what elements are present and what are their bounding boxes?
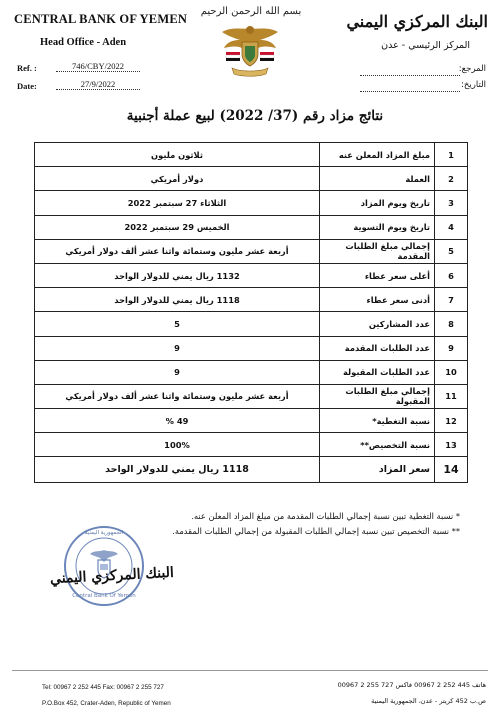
table-row — [35, 191, 468, 215]
yemen-emblem-icon — [218, 22, 282, 86]
head-office-en: Head Office - Aden — [40, 37, 127, 48]
row-label: أعلى سعر عطاء — [320, 263, 435, 287]
row-number: 7 — [435, 288, 468, 312]
row-value: 100% — [35, 433, 320, 457]
ref-label-ar: المرجع: — [458, 64, 486, 74]
row-label: تاريخ ويوم التسوية — [320, 215, 435, 239]
table-row — [35, 336, 468, 360]
date-line-ar — [360, 91, 460, 92]
footnote-coverage: * نسبة التغطية تبين نسبة إجمالي الطلبات المقدمة من مبلغ المزاد المعلن عنه. — [191, 511, 460, 521]
row-number: 14 — [435, 457, 468, 483]
signature-bank-name: البنك المركزي اليمني — [49, 564, 175, 588]
row-label: نسبة التخصيص** — [320, 433, 435, 457]
row-number: 4 — [435, 215, 468, 239]
row-number: 10 — [435, 360, 468, 384]
row-label: عدد الطلبات المقبولة — [320, 360, 435, 384]
footer-contact-en: Tel: 00967 2 252 445 Fax: 00967 2 255 727 — [42, 684, 164, 691]
ref-line-ar — [360, 75, 460, 76]
basmala: بسم الله الرحمن الرحيم — [200, 6, 302, 17]
row-number: 5 — [435, 239, 468, 263]
table-row — [35, 215, 468, 239]
row-label: عدد الطلبات المقدمة — [320, 336, 435, 360]
footer-contact-ar: هاتف 445 252 2 00967 فاكس 727 255 2 00967 — [337, 681, 486, 689]
row-value: 1132 ريال يمني للدولار الواحد — [35, 263, 320, 287]
row-number: 2 — [435, 167, 468, 191]
row-number: 3 — [435, 191, 468, 215]
ref-value: 746/CBY/2022 — [56, 61, 140, 72]
row-value: 5 — [35, 312, 320, 336]
row-value: 9 — [35, 360, 320, 384]
row-value: أربعة عشر مليون وستمائة واثنا عشر ألف دولار أمريكي — [35, 384, 320, 408]
row-value: 1118 ريال يمني للدولار الواحد — [35, 288, 320, 312]
row-value: 49 % — [35, 409, 320, 433]
table-row — [35, 457, 468, 483]
row-number: 12 — [435, 409, 468, 433]
date-label-ar: التاريخ: — [461, 80, 486, 90]
table-row — [35, 263, 468, 287]
table-row — [35, 239, 468, 263]
row-value: 9 — [35, 336, 320, 360]
row-label: إجمالي مبلغ الطلبات المقبولة — [320, 384, 435, 408]
row-value: ثلاثون مليون — [35, 143, 320, 167]
footer-address-ar: ص.ب 452 كريتر - عدن، الجمهورية اليمنية — [371, 697, 486, 705]
row-value: 1118 ريال يمني للدولار الواحد — [35, 457, 320, 483]
table-row — [35, 288, 468, 312]
footer-address-en: P.O.Box 452, Crater-Aden, Republic of Yemen — [42, 700, 171, 707]
document-title: نتائج مزاد رقم (37/ 2022) لبيع عملة أجنبية — [126, 108, 384, 124]
table-row — [35, 409, 468, 433]
table-row — [35, 312, 468, 336]
row-number: 1 — [435, 143, 468, 167]
row-number: 9 — [435, 336, 468, 360]
stamp-text-ar: الجمهورية اليمنية — [84, 530, 124, 536]
table-row — [35, 433, 468, 457]
row-number: 6 — [435, 263, 468, 287]
row-label: مبلغ المزاد المعلن عنه — [320, 143, 435, 167]
row-value: الثلاثاء 27 سبتمبر 2022 — [35, 191, 320, 215]
row-label: نسبة التغطية* — [320, 409, 435, 433]
row-number: 13 — [435, 433, 468, 457]
head-office-ar: المركز الرئيسي - عدن — [381, 40, 470, 51]
footnote-allocation: ** نسبة التخصيص تبين نسبة إجمالي الطلبات المقبولة من إجمالي الطلبات المقدمة. — [172, 526, 460, 536]
ref-label: Ref. : — [17, 63, 37, 73]
row-number: 8 — [435, 312, 468, 336]
auction-results-table — [34, 142, 468, 483]
table-row — [35, 384, 468, 408]
row-value: دولار أمريكي — [35, 167, 320, 191]
date-value: 27/9/2022 — [56, 79, 140, 90]
date-label: Date: — [17, 81, 37, 91]
bank-name-ar: البنك المركزي اليمني — [346, 12, 488, 31]
row-label: إجمالي مبلغ الطلبات المقدمة — [320, 239, 435, 263]
row-label: تاريخ ويوم المزاد — [320, 191, 435, 215]
table-row — [35, 143, 468, 167]
row-number: 11 — [435, 384, 468, 408]
row-label: سعر المزاد — [320, 457, 435, 483]
table-row — [35, 167, 468, 191]
stamp-text-en: Central Bank Of Yemen — [72, 593, 136, 599]
bank-name-en: CENTRAL BANK OF YEMEN — [14, 12, 188, 26]
row-value: الخميس 29 سبتمبر 2022 — [35, 215, 320, 239]
row-label: عدد المشاركين — [320, 312, 435, 336]
row-label: أدنى سعر عطاء — [320, 288, 435, 312]
table-row — [35, 360, 468, 384]
footer-divider — [12, 670, 488, 671]
row-value: أربعة عشر مليون وستمائة واثنا عشر ألف دولار أمريكي — [35, 239, 320, 263]
row-label: العملة — [320, 167, 435, 191]
